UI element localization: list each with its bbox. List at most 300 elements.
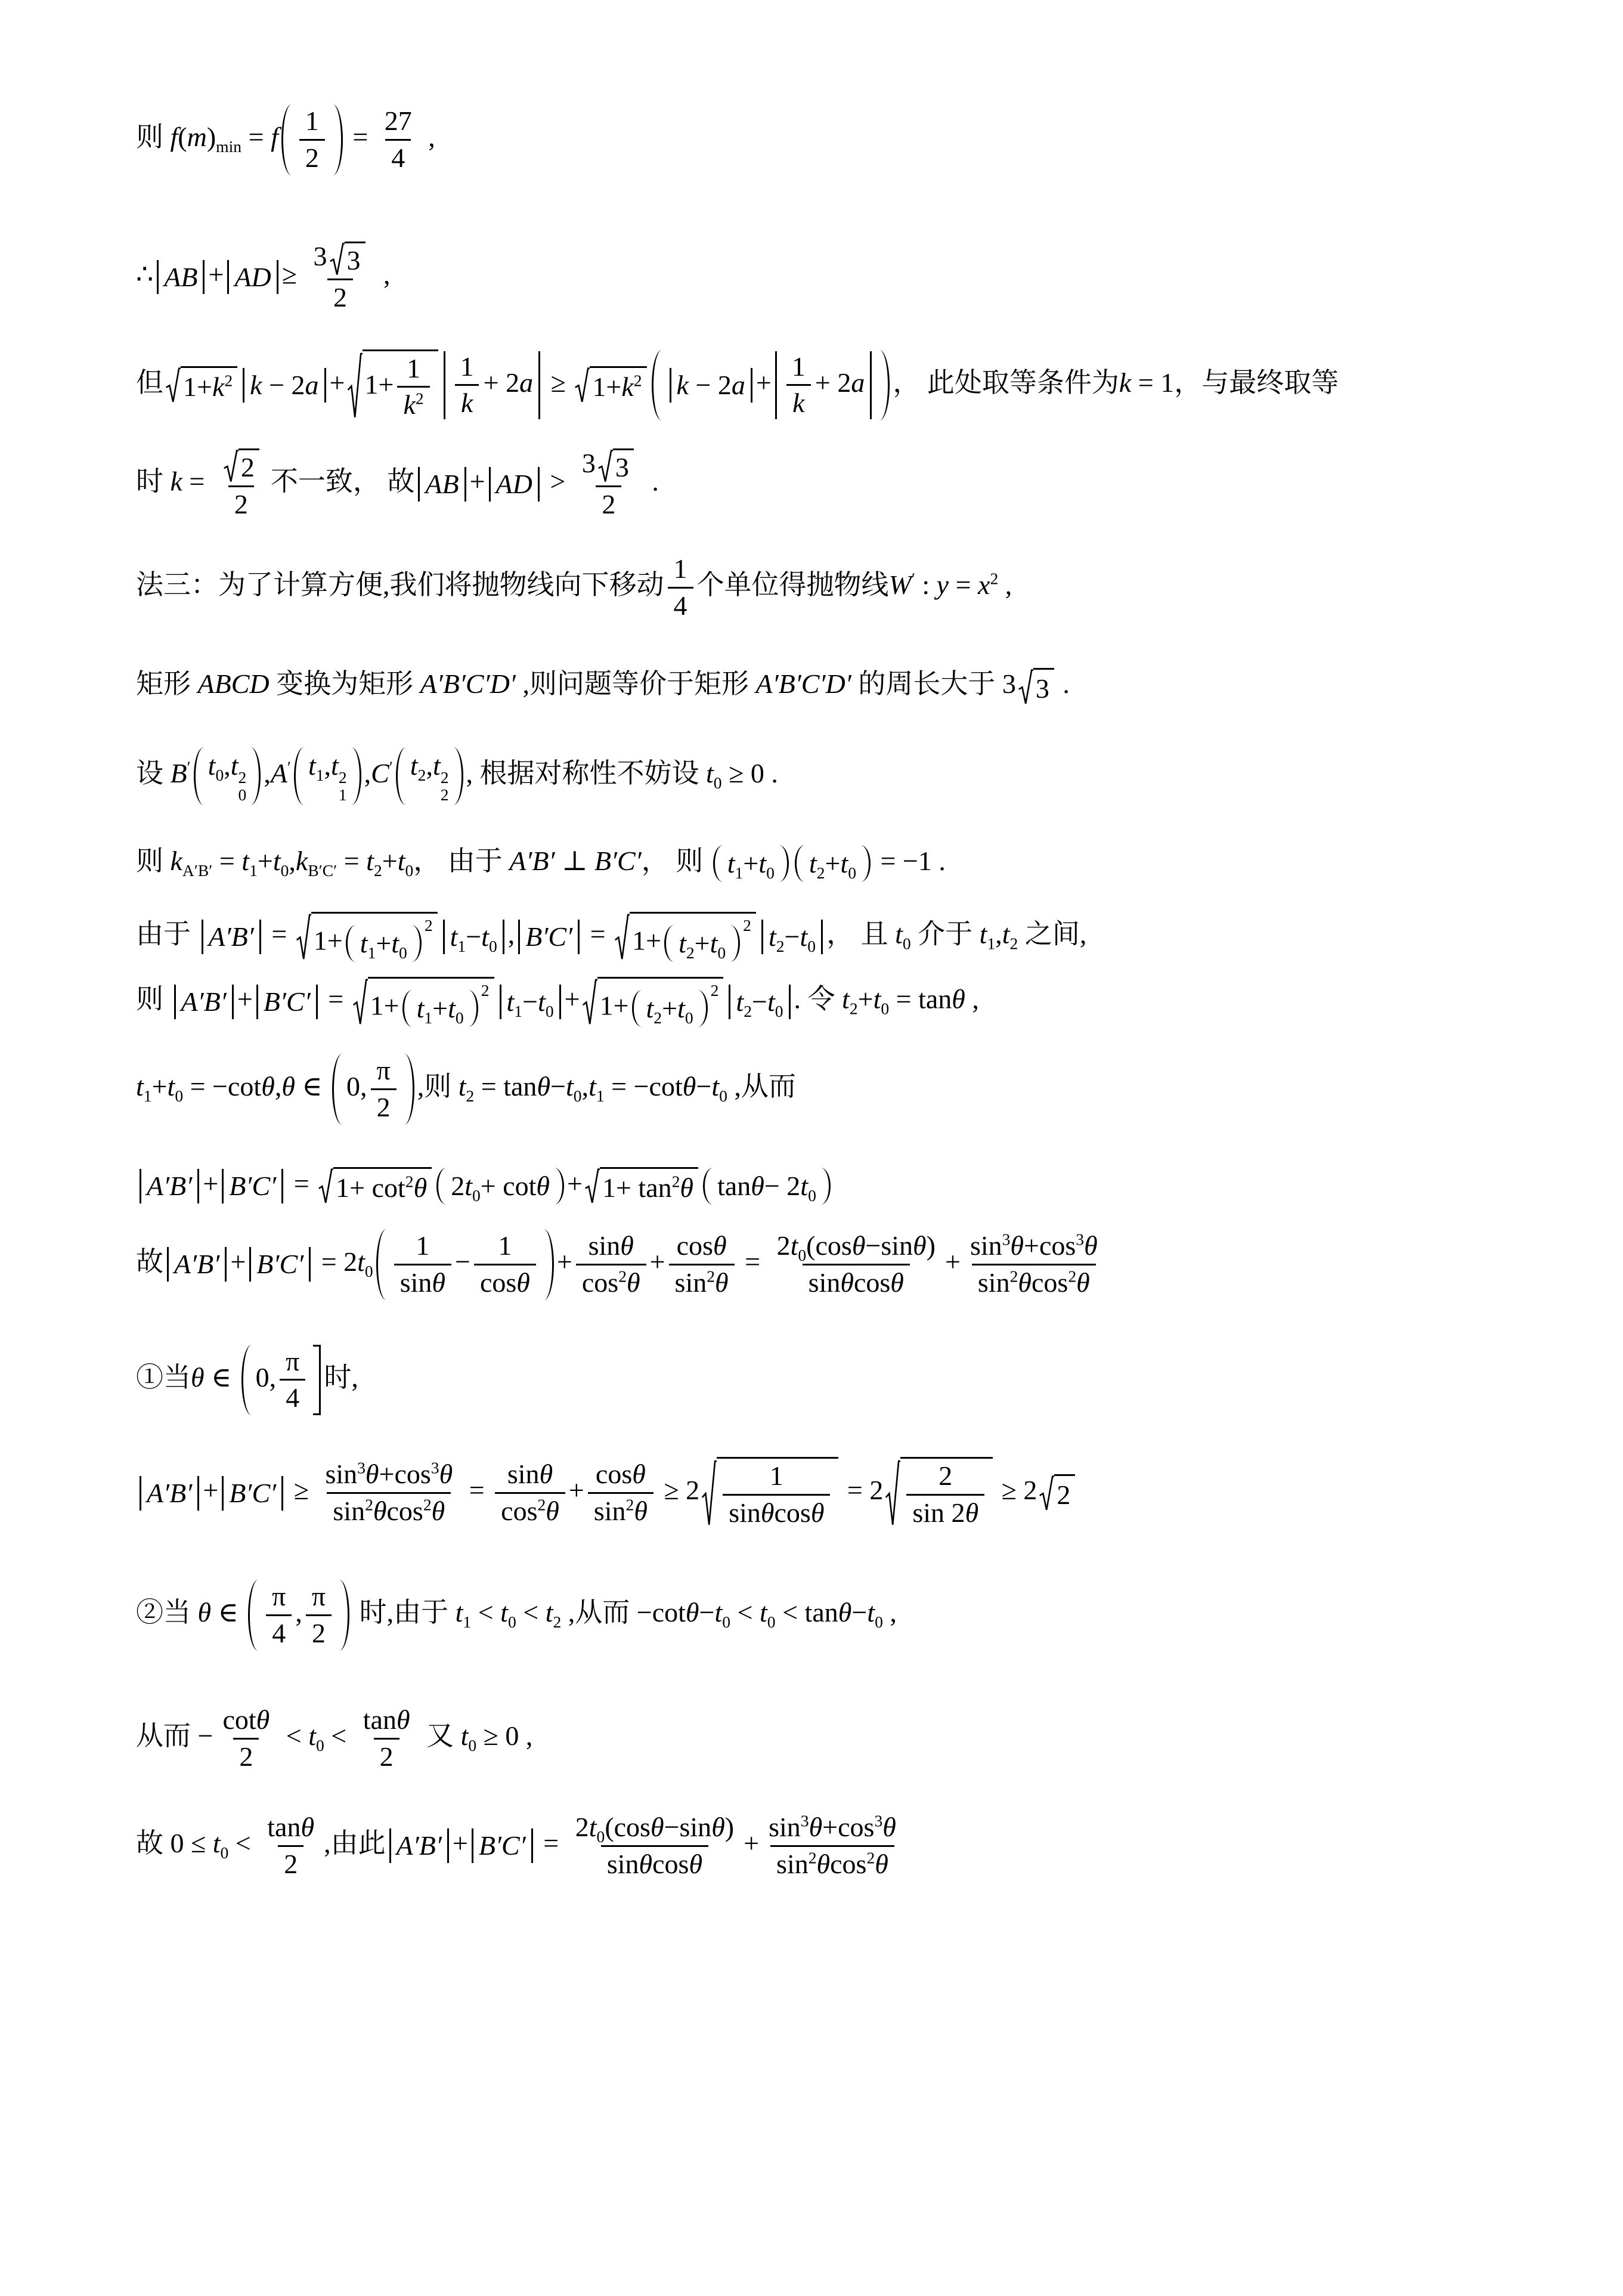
math-sqrt-content xyxy=(181,366,237,404)
math-run: ,则问题等价于矩形 xyxy=(515,668,756,699)
math-run: , xyxy=(426,750,433,781)
math-run: t xyxy=(458,1070,466,1101)
math-run: 2 xyxy=(240,452,255,483)
math-run: sin xyxy=(333,1496,366,1527)
math-run: B′C′ xyxy=(594,845,642,876)
math-run: B′C′ xyxy=(229,1171,277,1202)
math-fraction xyxy=(397,353,429,422)
math-run: θ xyxy=(1018,1267,1032,1298)
math-run: ) xyxy=(206,121,216,152)
math-denominator xyxy=(385,139,411,174)
math-sup: 2 xyxy=(1009,1267,1018,1286)
math-parenthesis xyxy=(632,990,708,1027)
math-sub: 2 xyxy=(816,864,825,883)
math-sup: 2 xyxy=(224,371,233,390)
math-run: cos xyxy=(774,1497,811,1528)
math-run: . 令 xyxy=(794,983,843,1014)
math-open-paren xyxy=(396,747,406,805)
math-sup: 2 xyxy=(808,1848,817,1867)
math-run: 2 xyxy=(451,1171,465,1202)
math-run: k xyxy=(170,466,182,497)
math-run: ∴ xyxy=(136,259,154,290)
math-run: t xyxy=(450,921,458,952)
math-run: θ xyxy=(715,1267,729,1298)
math-paren-content xyxy=(391,1229,540,1300)
math-run: + xyxy=(432,993,448,1024)
math-run: 从而 − xyxy=(136,1720,213,1751)
math-run: θ xyxy=(639,1848,653,1879)
math-sqrt-content xyxy=(1033,668,1054,706)
math-run: − xyxy=(455,1246,470,1277)
math-run: t xyxy=(538,986,546,1017)
math-run: ,由此 xyxy=(324,1827,386,1858)
math-numerator xyxy=(280,1346,305,1379)
math-run: θ xyxy=(439,1459,453,1490)
math-run: B xyxy=(170,758,187,788)
math-sup: 2 xyxy=(423,1495,432,1514)
math-run: < xyxy=(516,1597,546,1628)
math-run: sin xyxy=(769,1811,801,1842)
math-abs-content xyxy=(450,920,497,954)
math-close-paren xyxy=(698,990,708,1027)
math-sqrt xyxy=(352,977,494,1027)
formula-line-14 xyxy=(136,1345,1545,1416)
math-run: t xyxy=(455,1597,463,1628)
math-fraction xyxy=(495,1459,565,1527)
math-run: < tan xyxy=(775,1597,838,1628)
math-run: 4 xyxy=(272,1618,286,1649)
math-numerator xyxy=(215,448,267,485)
math-run: t xyxy=(308,1720,316,1751)
math-absolute-value xyxy=(729,985,790,1019)
math-parenthesis xyxy=(396,747,463,805)
math-run: θ xyxy=(682,1070,696,1101)
math-run: − 2 xyxy=(764,1171,801,1202)
math-run: t xyxy=(589,1811,597,1842)
math-run: t xyxy=(711,1070,720,1101)
math-run: f xyxy=(170,121,178,152)
math-denominator xyxy=(327,1492,451,1527)
math-denominator xyxy=(455,384,479,419)
math-fraction xyxy=(576,1230,646,1299)
math-run: = xyxy=(321,983,351,1014)
math-run: 1 xyxy=(416,1230,430,1261)
math-abs-content xyxy=(147,1476,192,1511)
radical-icon xyxy=(352,977,368,1027)
math-numerator xyxy=(266,1581,292,1614)
math-sub: 1 xyxy=(457,937,466,956)
math-sqrt-content xyxy=(239,448,259,484)
math-run: cos xyxy=(501,1496,538,1527)
math-sqrt-content xyxy=(363,349,438,422)
math-supsub xyxy=(441,769,449,804)
math-sub: 0 xyxy=(717,943,726,963)
math-abs-content xyxy=(451,351,533,420)
math-run: 3 xyxy=(615,452,629,483)
math-sqrt xyxy=(701,1457,838,1529)
math-denominator xyxy=(474,1264,536,1299)
math-run: cos xyxy=(676,1230,713,1261)
math-numerator xyxy=(401,353,426,386)
math-abs-content xyxy=(782,351,865,420)
math-run: −sin xyxy=(664,1811,712,1842)
math-run: t xyxy=(448,993,456,1024)
math-run: 个单位得抛物线 xyxy=(696,570,889,601)
math-sqrt xyxy=(318,1167,432,1205)
math-run: − xyxy=(784,921,800,952)
math-paren-content xyxy=(666,350,876,421)
math-numerator xyxy=(492,1230,518,1264)
math-run: = xyxy=(583,918,613,949)
math-run: + xyxy=(944,1246,961,1277)
radical-icon xyxy=(165,366,181,404)
math-run: π xyxy=(272,1581,286,1612)
math-sub: 1 xyxy=(735,864,744,883)
math-open-paren xyxy=(795,845,805,882)
math-run: A′B′ xyxy=(147,1478,193,1508)
math-sub: 2 xyxy=(417,766,426,785)
math-run: = 2 xyxy=(840,1475,884,1506)
math-open-paren xyxy=(346,925,356,962)
math-run: ∈ xyxy=(211,1597,246,1628)
math-fraction xyxy=(723,1460,830,1529)
math-sqrt-content xyxy=(311,912,438,962)
math-run: 设 xyxy=(136,758,171,788)
math-run: ⊥ xyxy=(555,845,594,876)
math-run: ， 由于 xyxy=(413,845,510,876)
radical-icon xyxy=(347,349,363,422)
math-sub: 1 xyxy=(987,934,996,953)
math-run: cos xyxy=(479,1267,517,1298)
math-run: θ xyxy=(620,1230,634,1261)
math-sup: 2 xyxy=(365,1495,373,1514)
math-run: − xyxy=(752,986,767,1017)
math-fraction xyxy=(306,1581,332,1650)
math-paren-content xyxy=(308,747,347,805)
math-run: A′B′ xyxy=(181,986,227,1017)
formula-line-1 xyxy=(136,104,1545,175)
math-sub: 0 xyxy=(238,785,247,804)
math-run: θ xyxy=(689,1848,703,1879)
math-denominator xyxy=(299,139,325,174)
math-fraction xyxy=(669,1230,735,1299)
math-denominator xyxy=(576,1264,646,1299)
math-open-paren xyxy=(632,990,642,1027)
math-run: 但 xyxy=(136,367,163,398)
math-run: cos xyxy=(595,1459,633,1490)
math-denominator xyxy=(394,1264,451,1299)
math-parenthesis xyxy=(402,990,478,1027)
math-close-paren xyxy=(544,1229,554,1300)
math-run: t xyxy=(500,1597,508,1628)
math-run: t xyxy=(790,1230,798,1261)
math-absolute-value xyxy=(489,467,540,502)
math-sub: 2 xyxy=(1009,934,1018,953)
math-run: ≥ 0 , xyxy=(476,1720,533,1751)
math-sqrt-content xyxy=(1054,1474,1075,1512)
math-sup: 2 xyxy=(743,915,751,935)
math-run: cos xyxy=(1032,1267,1068,1298)
math-run: , xyxy=(289,845,296,876)
math-sub: 0 xyxy=(468,1736,477,1755)
math-run: t xyxy=(727,848,735,879)
math-sup: 2 xyxy=(238,768,247,787)
math-sub: 2 xyxy=(440,785,449,804)
math-run: t xyxy=(460,1720,469,1751)
math-run: θ xyxy=(882,1811,896,1842)
math-run: = xyxy=(241,121,271,152)
math-open-paren xyxy=(402,990,413,1027)
math-run: ) xyxy=(724,1811,735,1842)
math-parenthesis xyxy=(664,925,740,962)
math-numerator xyxy=(216,1704,275,1738)
math-abs-content xyxy=(181,985,227,1019)
math-fraction xyxy=(668,553,693,622)
math-run: −sin xyxy=(865,1230,913,1261)
math-run: 2 xyxy=(239,1741,253,1772)
math-run: t xyxy=(873,983,881,1014)
math-absolute-value xyxy=(418,467,466,502)
math-absolute-value xyxy=(472,1828,533,1863)
math-abs-content xyxy=(174,1247,219,1282)
math-run: θ xyxy=(875,1848,888,1879)
math-run: − xyxy=(550,1070,566,1101)
math-abs-content xyxy=(769,920,816,954)
math-sqrt-content xyxy=(590,366,646,404)
math-parenthesis xyxy=(294,747,361,805)
math-run: 变换为矩形 xyxy=(269,668,420,699)
math-denominator xyxy=(906,1494,984,1529)
math-run: > xyxy=(543,466,572,497)
math-run: t xyxy=(714,1597,723,1628)
math-absolute-value xyxy=(157,260,205,295)
math-run: θ xyxy=(634,1496,648,1527)
math-sub: 1 xyxy=(596,1086,605,1105)
math-run: 2 xyxy=(939,1460,953,1492)
math-sub: 0 xyxy=(713,773,722,793)
math-run: 2 xyxy=(284,1848,298,1879)
math-numerator xyxy=(671,1230,733,1264)
math-parenthesis xyxy=(248,1580,349,1651)
math-sup: 3 xyxy=(1076,1230,1085,1249)
math-run: AD xyxy=(234,261,271,292)
radical-icon xyxy=(614,912,630,962)
math-run: + xyxy=(694,928,710,959)
math-run: B′C′ xyxy=(263,986,311,1017)
math-run: = −cot xyxy=(604,1070,683,1101)
math-run: 2 xyxy=(379,1741,394,1772)
math-absolute-value xyxy=(670,368,752,403)
math-sqrt xyxy=(885,1457,993,1529)
math-sup: 2 xyxy=(338,768,347,787)
math-run: 3 xyxy=(1035,673,1049,704)
formula-line-7 xyxy=(136,747,1545,805)
math-run: θ xyxy=(711,1811,725,1842)
math-run: 1 xyxy=(673,553,687,584)
math-fraction xyxy=(394,1230,451,1299)
math-run: , xyxy=(995,918,1002,949)
math-run: θ xyxy=(965,1497,979,1528)
math-sub: 1 xyxy=(367,943,376,963)
math-run: ≥ 0 . xyxy=(721,758,778,788)
math-run: 27 xyxy=(384,106,412,136)
math-parenthesis xyxy=(346,925,422,962)
formula-line-2 xyxy=(136,241,1545,314)
math-sub: 0 xyxy=(808,1186,816,1205)
math-abs-content xyxy=(234,260,271,295)
math-sub: 0 xyxy=(766,864,775,883)
math-run: 之间, xyxy=(1018,918,1087,949)
math-absolute-value xyxy=(227,260,278,295)
math-run: a xyxy=(519,367,534,398)
math-run: + xyxy=(755,367,772,398)
math-sub: 0 xyxy=(875,1613,883,1632)
math-run: k xyxy=(676,370,689,401)
math-run: 1+ xyxy=(313,925,343,956)
math-run: , xyxy=(364,758,371,788)
math-run: − xyxy=(466,921,482,952)
math-run: t xyxy=(432,750,441,781)
math-run: t xyxy=(800,921,808,952)
math-denominator xyxy=(397,386,429,421)
math-run: ) xyxy=(926,1230,936,1261)
math-sub: 0 xyxy=(399,943,407,963)
math-run: θ xyxy=(516,1267,530,1298)
math-sqrt xyxy=(223,448,259,484)
math-run: θ xyxy=(913,1230,927,1261)
math-sqrt xyxy=(1018,668,1054,706)
formula-line-17 xyxy=(136,1704,1545,1773)
math-open-paren xyxy=(281,104,292,175)
math-sub: 1 xyxy=(315,766,324,785)
math-fraction xyxy=(588,1459,653,1527)
math-run: t xyxy=(800,1171,809,1202)
math-sub: 0 xyxy=(902,934,911,953)
math-run: + xyxy=(649,1246,665,1277)
math-run: 1 xyxy=(305,106,319,136)
math-run: = xyxy=(949,570,978,601)
math-run: 1+ xyxy=(364,369,394,400)
radical-icon xyxy=(296,912,311,962)
math-fraction xyxy=(569,1812,740,1880)
math-run: k xyxy=(250,370,262,401)
math-run: 1+ xyxy=(370,990,399,1021)
math-run: 则 xyxy=(136,983,171,1014)
math-run: t xyxy=(710,928,718,959)
math-run: + xyxy=(857,983,874,1014)
math-run: C xyxy=(371,758,389,788)
math-run: + xyxy=(744,1827,760,1858)
radical-icon xyxy=(885,1457,900,1529)
math-run: k xyxy=(295,845,308,876)
math-sqrt xyxy=(165,366,237,404)
math-run: 1 xyxy=(498,1230,512,1261)
math-numerator xyxy=(569,1812,740,1845)
math-sup: 2 xyxy=(866,1848,875,1867)
formula-line-18 xyxy=(136,1812,1545,1880)
formula-line-4 xyxy=(136,448,1545,521)
math-run: 3 xyxy=(313,240,327,271)
math-sub: 0 xyxy=(881,999,890,1018)
math-fraction xyxy=(308,241,373,314)
math-run: , xyxy=(965,983,979,1014)
math-paren-content xyxy=(417,990,464,1027)
math-run: 1+ xyxy=(632,925,662,956)
math-run: B′C′ xyxy=(478,1830,526,1861)
math-denominator xyxy=(278,1845,303,1880)
math-absolute-value xyxy=(222,1169,283,1203)
math-run: θ xyxy=(537,1070,551,1101)
math-run: = 2 xyxy=(314,1246,358,1277)
math-run: cos xyxy=(386,1496,423,1527)
math-sqrt xyxy=(1039,1474,1075,1512)
math-sqrt-content xyxy=(613,448,634,484)
math-run: 2 xyxy=(312,1618,326,1649)
math-paren-content xyxy=(410,747,449,805)
math-sub: 0 xyxy=(215,766,224,785)
math-run: B′C′ xyxy=(525,921,573,952)
math-run: 的周长大于 3 xyxy=(851,668,1016,699)
math-sub: 0 xyxy=(507,1613,516,1632)
math-run: sin xyxy=(970,1230,1002,1261)
math-run: t xyxy=(760,1597,767,1628)
math-parenthesis xyxy=(376,1229,554,1300)
math-run: + xyxy=(662,993,678,1024)
radical-icon xyxy=(574,366,590,404)
math-abs-content xyxy=(507,985,554,1019)
math-abs-content xyxy=(736,985,783,1019)
formula-line-15 xyxy=(136,1457,1545,1529)
math-parenthesis xyxy=(241,1345,321,1416)
math-close-paren xyxy=(879,350,890,421)
math-fraction xyxy=(763,1812,902,1880)
math-run: 2 xyxy=(602,489,616,520)
math-paren-content xyxy=(360,925,407,962)
math-run: t xyxy=(331,750,339,781)
math-numerator xyxy=(357,1704,416,1738)
math-run: = xyxy=(536,1827,566,1858)
math-run: 时, xyxy=(324,1361,358,1393)
math-run: θ xyxy=(810,1497,825,1528)
math-absolute-value xyxy=(174,985,234,1019)
math-lines xyxy=(136,104,1545,1880)
math-run: , xyxy=(882,1597,897,1628)
math-run: cos xyxy=(581,1267,619,1298)
math-sub: 2 xyxy=(744,1002,752,1021)
math-sup: 2 xyxy=(707,1267,716,1286)
math-run: , xyxy=(324,750,332,781)
math-run: + xyxy=(203,1168,219,1199)
math-close-paren xyxy=(453,747,463,805)
math-sqrt-content xyxy=(717,1457,838,1529)
math-run: sin 2 xyxy=(912,1497,965,1528)
math-run: θ xyxy=(281,1070,295,1101)
math-sub: 1 xyxy=(143,1086,152,1105)
math-sub: 0 xyxy=(545,1002,554,1021)
math-run: a xyxy=(851,367,865,398)
math-abs-content xyxy=(147,1169,192,1203)
math-run: θ xyxy=(809,1811,823,1842)
math-run: t xyxy=(706,758,714,788)
math-denominator xyxy=(233,1738,259,1773)
math-run: + xyxy=(151,1070,168,1101)
radical-icon xyxy=(1039,1474,1054,1512)
math-run: + xyxy=(329,367,345,398)
math-run: 2 xyxy=(376,1091,391,1122)
math-run: . xyxy=(645,466,659,497)
math-run: t xyxy=(241,845,250,876)
math-sup: ′ xyxy=(187,757,191,776)
